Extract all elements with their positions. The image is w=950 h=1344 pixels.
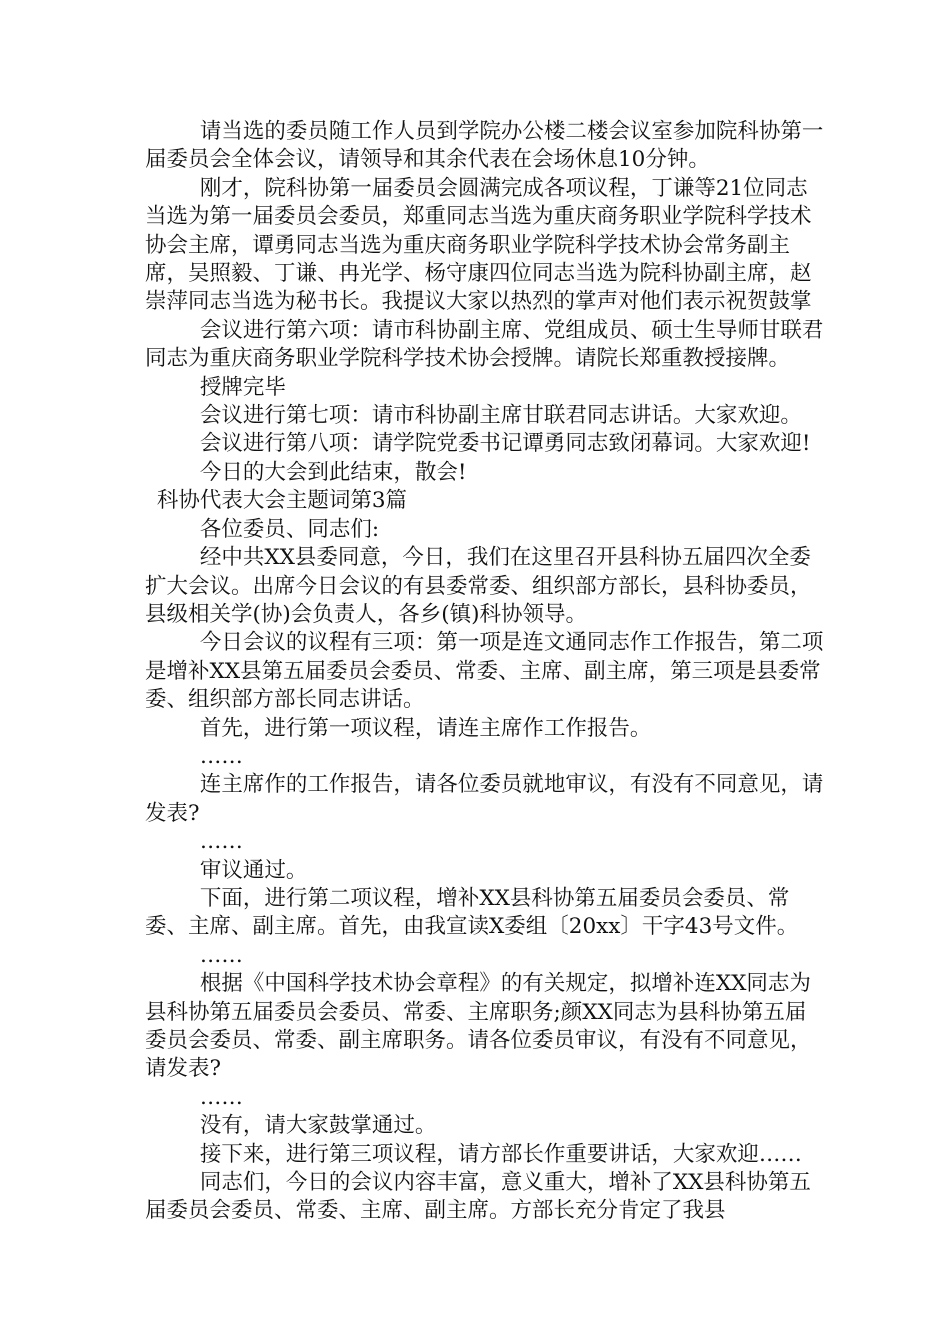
section-heading: 科协代表大会主题词第3篇 <box>156 488 407 514</box>
paragraph: 会议进行第六项：请市科协副主席、党组成员、硕士生导师甘联君同志为重庆商务职业学院科学技术协会授牌。请院长郑重教授接牌。 <box>145 317 824 372</box>
paragraph: 今日会议的议程有三项：第一项是连文通同志作工作报告，第二项是增补XX县第五届委员会委员、常委、主席、副主席，第三项是县委常委、组织部方部长同志讲话。 <box>145 630 824 713</box>
paragraph: 刚才，院科协第一届委员会圆满完成各项议程，丁谦等21位同志当选为第一届委员会委员，郑重同志当选为重庆商务职业学院科学技术协会主席，谭勇同志当选为重庆商务职业学院科学技术协会常务副主席，吴照毅、丁谦、冉光学、杨守康四位同志当选为院科协副主席，赵崇萍同志当选为秘书长。我提议大家以热烈的掌声对他们表示祝贺鼓掌 <box>145 175 812 315</box>
paragraph: 授牌完毕 <box>199 374 286 400</box>
ellipsis-line: …… <box>199 829 243 855</box>
paragraph: 连主席作的工作报告，请各位委员就地审议，有没有不同意见，请发表? <box>145 772 824 826</box>
paragraph: 今日的大会到此结束，散会! <box>199 459 467 485</box>
paragraph: 接下来，进行第三项议程，请方部长作重要讲话，大家欢迎…… <box>199 1141 802 1167</box>
paragraph: 各位委员、同志们: <box>199 516 380 542</box>
paragraph: 同志们，今日的会议内容丰富，意义重大，增补了XX县科协第五届委员会委员、常委、主席、副主席。方部长充分肯定了我县 <box>145 1170 811 1224</box>
paragraph: 下面，进行第二项议程，增补XX县科协第五届委员会委员、常委、主席、副主席。首先，由我宣读X委组〔20xx〕干字43号文件。 <box>145 885 799 940</box>
document-body <box>145 118 825 1226</box>
paragraph: 会议进行第八项：请学院党委书记谭勇同志致闭幕词。大家欢迎! <box>199 431 811 457</box>
paragraph: 根据《中国科学技术协会章程》的有关规定，拟增补连XX同志为县科协第五届委员会委员、常委、主席职务;颜XX同志为县科协第五届委员会委员、常委、副主席职务。请各位委员审议，有没有不同意见，请发表? <box>145 971 812 1082</box>
ellipsis-line: …… <box>199 743 243 769</box>
paragraph: 没有，请大家鼓掌通过。 <box>199 1113 437 1139</box>
paragraph: 审议通过。 <box>199 857 308 883</box>
ellipsis-line: …… <box>199 1084 243 1110</box>
ellipsis-line: …… <box>199 942 243 968</box>
paragraph: 会议进行第七项：请市科协副主席甘联君同志讲话。大家欢迎。 <box>199 403 802 429</box>
paragraph: 经中共XX县委同意，今日，我们在这里召开县科协五届四次全委扩大会议。出席今日会议的有县委常委、组织部方部长，县科协委员，县级相关学(协)会负责人，各乡(镇)科协领导。 <box>145 545 812 627</box>
paragraph: 首先，进行第一项议程，请连主席作工作报告。 <box>199 715 652 741</box>
paragraph: 请当选的委员随工作人员到学院办公楼二楼会议室参加院科协第一届委员会全体会议，请领导和其余代表在会场休息10分钟。 <box>145 119 824 173</box>
